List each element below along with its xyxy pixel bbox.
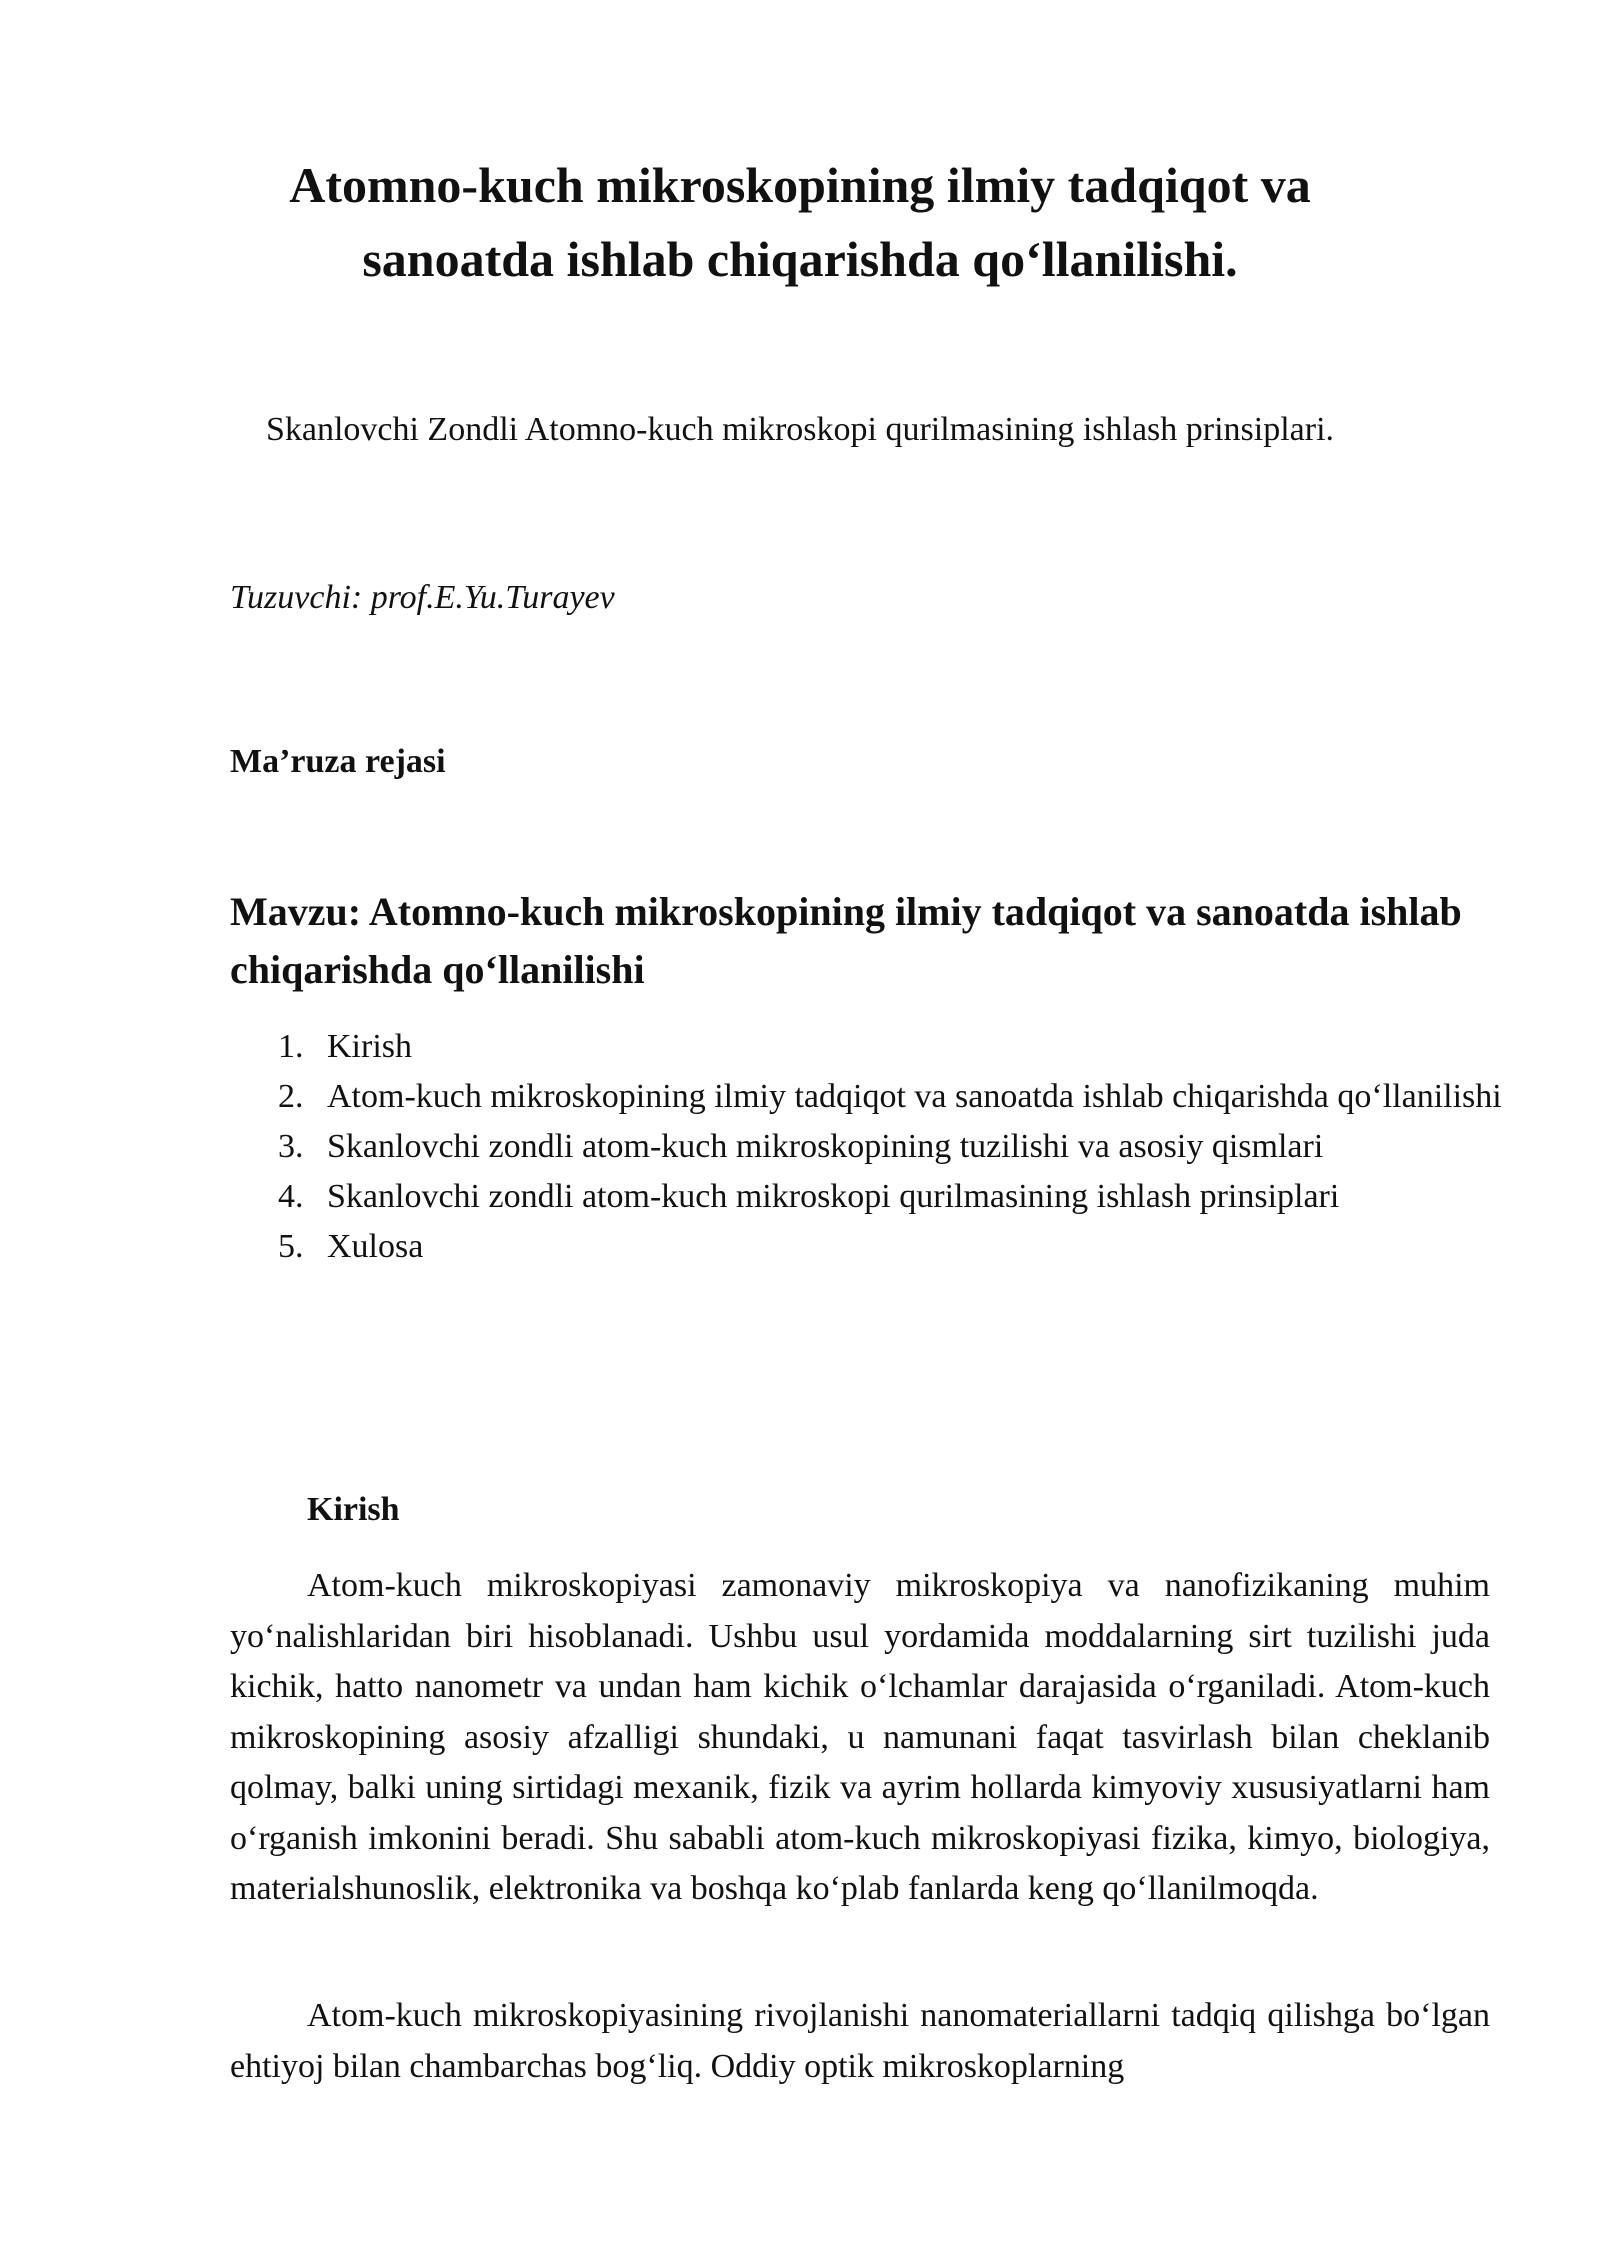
author-line: Tuzuvchi: prof.E.Yu.Turayev [230,579,615,616]
list-item-number: 4. [278,1178,304,1215]
list-item-text: Atom-kuch mikroskopining ilmiy tadqiqot va sanoatda ishlab chiqarishda qo‘llanilishi [327,1078,1502,1115]
lecture-plan-heading: Ma’ruza rejasi [230,743,446,780]
list-item-text: Kirish [327,1028,412,1065]
document-title: Atomno-kuch mikroskopining ilmiy tadqiqot va sanoatda ishlab chiqarishda qo‘llanilishi. [289,157,1311,287]
list-item [230,1222,1510,1272]
topic-heading: Mavzu: Atomno-kuch mikroskopining ilmiy tadqiqot va sanoatda ishlab chiqarishda qo‘llanilishi [230,889,1462,992]
document-subtitle: Skanlovchi Zondli Atomno-kuch mikroskopi qurilmasining ishlash prinsiplari. [265,411,1335,448]
list-item-number: 5. [278,1228,304,1265]
body-paragraph: Atom-kuch mikroskopiyasi zamonaviy mikroskopiya va nanofizikaning muhim yo‘nalishlaridan biri hisoblanadi. Ushbu usul yordamida moddalarning sirt tuzilishi juda kichik, hatto nanometr va undan ham kichik o‘lchamlar darajasida o‘rganiladi. Atom-kuch mikroskopining asosiy afzalligi shundaki, u namunani faqat tasvirlash bilan cheklanib qolmay, balki uning sirtidagi mexanik, fizik va ayrim hollarda kimyoviy xususiyatlarni ham o‘rganish imkonini beradi. Shu sababli atom-kuch mikroskopiyasi fizika, kimyo, biologiya, materialshunoslik, elektronika va boshqa ko‘plab fanlarda keng qo‘llanilmoqda. [230,1567,1490,1907]
list-item-number: 2. [278,1078,304,1115]
list-item [230,1072,1510,1122]
lecture-plan-list [230,1022,1510,1272]
section-heading-introduction: Kirish [307,1491,400,1528]
list-item-text: Skanlovchi zondli atom-kuch mikroskopi qurilmasining ishlash prinsiplari [327,1178,1340,1215]
list-item-text: Skanlovchi zondli atom-kuch mikroskopining tuzilishi va asosiy qismlari [327,1128,1324,1165]
list-item-number: 3. [278,1128,304,1165]
list-item-number: 1. [278,1028,304,1065]
body-paragraph: Atom-kuch mikroskopiyasining rivojlanishi nanomateriallarni tadqiq qilishga bo‘lgan ehtiyoj bilan chambarchas bog‘liq. Oddiy optik mikroskoplarning [230,1997,1490,2085]
list-item-text: Xulosa [327,1228,424,1265]
list-item [230,1172,1510,1222]
list-item [230,1022,1510,1072]
list-item [230,1122,1510,1172]
